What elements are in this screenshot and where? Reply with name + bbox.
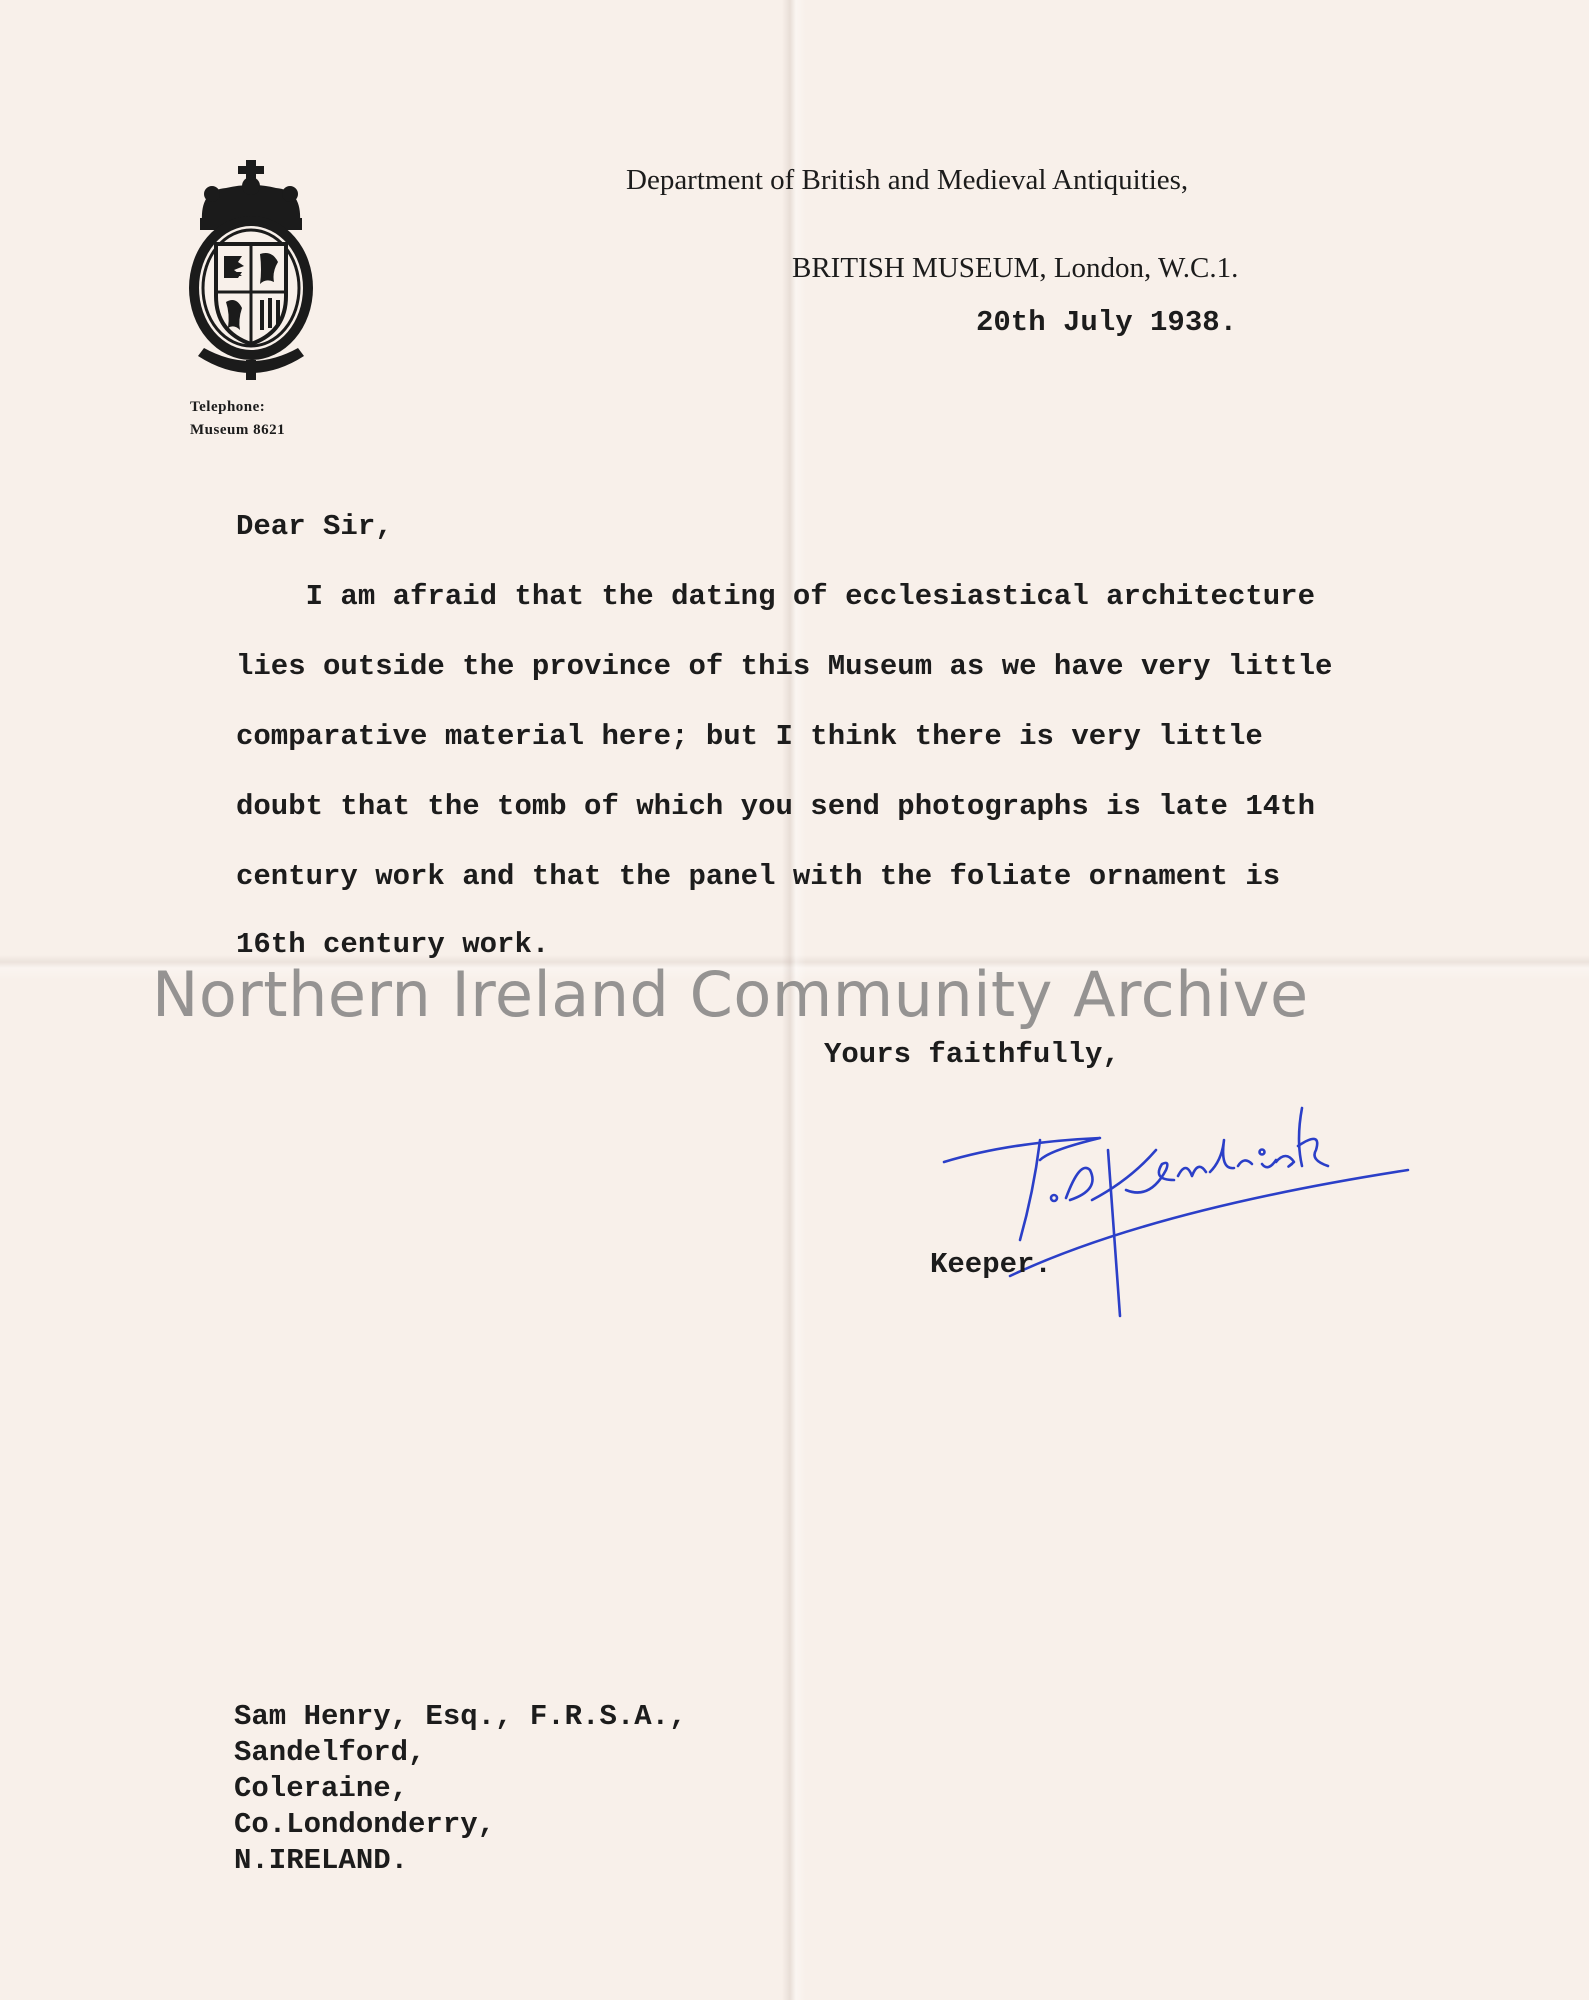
body-line: comparative material here; but I think there is very little	[236, 720, 1263, 753]
recipient-line: Co.Londonderry,	[234, 1808, 496, 1841]
telephone-label: Telephone:	[190, 399, 266, 415]
body-line: century work and that the panel with the foliate ornament is	[236, 860, 1281, 893]
telephone-number: Museum 8621	[190, 422, 286, 438]
archive-watermark: Northern Ireland Community Archive	[152, 958, 1309, 1031]
royal-coat-of-arms-icon	[180, 160, 322, 380]
signature-icon	[930, 1080, 1410, 1330]
recipient-line: Coleraine,	[234, 1772, 409, 1805]
museum-address: BRITISH MUSEUM, London, W.C.1.	[792, 252, 1239, 284]
recipient-line: N.IRELAND.	[234, 1844, 409, 1877]
body-line: doubt that the tomb of which you send photographs is late 14th	[236, 790, 1315, 823]
closing: Yours faithfully,	[824, 1038, 1120, 1071]
body-line: I am afraid that the dating of ecclesiastical architecture	[236, 580, 1315, 613]
department-name: Department of British and Medieval Antiquities,	[626, 164, 1189, 196]
salutation: Dear Sir,	[236, 510, 393, 543]
body-line: lies outside the province of this Museum as we have very little	[236, 650, 1333, 683]
body-line: 16th century work.	[236, 928, 550, 961]
recipient-line: Sandelford,	[234, 1736, 426, 1769]
telephone-info	[190, 396, 285, 442]
recipient-line: Sam Henry, Esq., F.R.S.A.,	[234, 1700, 687, 1733]
letter-date: 20th July 1938.	[976, 306, 1238, 339]
signatory-title: Keeper.	[930, 1248, 1052, 1281]
